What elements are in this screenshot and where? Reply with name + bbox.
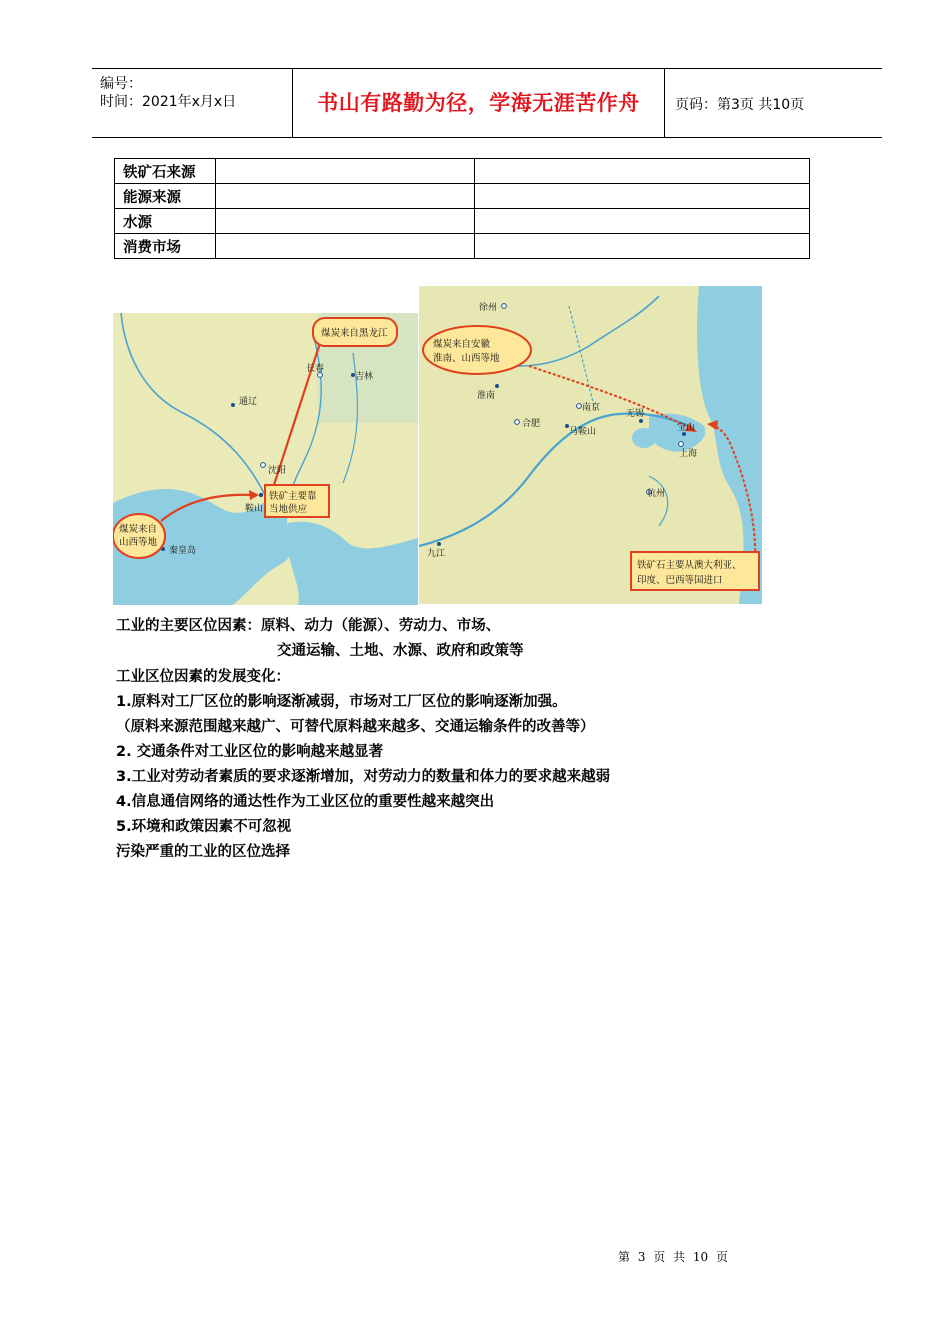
city-label: 宝山 [677,423,696,433]
motto: 书山有路勤为径，学海无涯苦作舟 [293,69,665,137]
box-text: 铁矿石主要从澳大利亚、 [637,560,742,571]
city-label: 淮南 [477,391,496,401]
page-info: 页码：第3页 共10页 [675,97,805,113]
time-label: 时间：2021年x月x日 [100,94,237,110]
change-item-1-note: （原料来源范围越来越广、可替代原料越来越多、交通运输条件的改善等） [116,719,595,735]
table-row [115,234,810,259]
city-marker [231,403,235,407]
pollution-industry-heading: 污染严重的工业的区位选择 [116,844,290,860]
change-item-5: 5.环境和政策因素不可忽视 [116,819,292,835]
serial-label: 编号： [100,76,142,92]
box-text: 铁矿主要靠 [269,491,317,502]
table-cell [216,234,475,259]
row-label: 能源来源 [115,184,216,209]
city-marker [261,463,266,468]
box-text: 煤炭来自黑龙江 [321,328,388,339]
baoshan-steel-map [419,286,762,604]
anshan-map-svg [113,313,418,605]
header-meta-cell [92,69,293,137]
city-label: 九江 [427,549,446,559]
page-footer: 第 3 页 共 10 页 [618,1250,728,1264]
change-item-3: 3.工业对劳动者素质的要求逐渐增加，对劳动力的数量和体力的要求越来越弱 [116,769,611,785]
table-cell [216,184,475,209]
changes-title: 工业区位因素的发展变化： [116,669,290,685]
city-marker [679,442,684,447]
box-heilongjiang [313,318,397,346]
city-label: 南京 [582,403,601,413]
city-label: 徐州 [479,303,498,313]
city-label: 通辽 [239,397,258,407]
table-row [115,184,810,209]
box-shanxi [113,514,165,558]
city-label: 长春 [306,364,325,374]
table-cell [475,159,810,184]
table-cell [216,209,475,234]
box-text: 煤炭来自安徽 [433,339,491,350]
city-marker [502,304,507,309]
box-iron-import [631,552,759,590]
page-header [92,68,882,138]
city-label: 鞍山 [245,504,264,514]
row-label: 水源 [115,209,216,234]
change-item-1: 1.原料对工厂区位的影响逐渐减弱，市场对工厂区位的影响逐渐加强。 [116,694,567,710]
city-label: 吉林 [355,372,374,382]
city-label: 秦皇岛 [169,546,197,556]
city-label: 无锡 [626,409,645,419]
city-label: 杭州 [647,489,666,499]
city-marker [259,493,263,497]
city-label: 上海 [679,449,698,459]
baoshan-map-svg [419,286,762,604]
box-coal-anhui [423,326,531,374]
city-marker [437,542,441,546]
box-text: 印度、巴西等国进口 [637,575,723,586]
factors-line-1: 工业的主要区位因素：原料、动力（能源）、劳动力、市场、 [116,618,501,634]
row-label: 铁矿石来源 [115,159,216,184]
box-iron-local [265,485,329,517]
box-text: 当地供应 [269,504,308,515]
change-item-4: 4.信息通信网络的通达性作为工业区位的重要性越来越突出 [116,794,495,810]
table-row [115,209,810,234]
table-cell [475,234,810,259]
table-cell [475,184,810,209]
anshan-steel-map [113,313,418,605]
change-item-2: 2. 交通条件对工业区位的影响越来越显著 [116,744,384,760]
source-table [114,158,810,259]
city-marker [577,404,582,409]
box-text: 淮南、山西等地 [433,353,500,364]
city-marker [495,384,499,388]
table-cell [475,209,810,234]
factors-line-2: 交通运输、土地、水源、政府和政策等 [277,643,524,659]
table-cell [216,159,475,184]
row-label: 消费市场 [115,234,216,259]
city-label: 沈阳 [268,466,287,476]
city-label: 马鞍山 [569,427,597,437]
city-marker [639,419,643,423]
taihu-lake [632,428,656,448]
city-marker [515,420,520,425]
box-text: 山西等地 [119,537,158,548]
table-row [115,159,810,184]
box-text: 煤炭来自 [119,524,158,535]
city-label: 合肥 [522,419,541,429]
